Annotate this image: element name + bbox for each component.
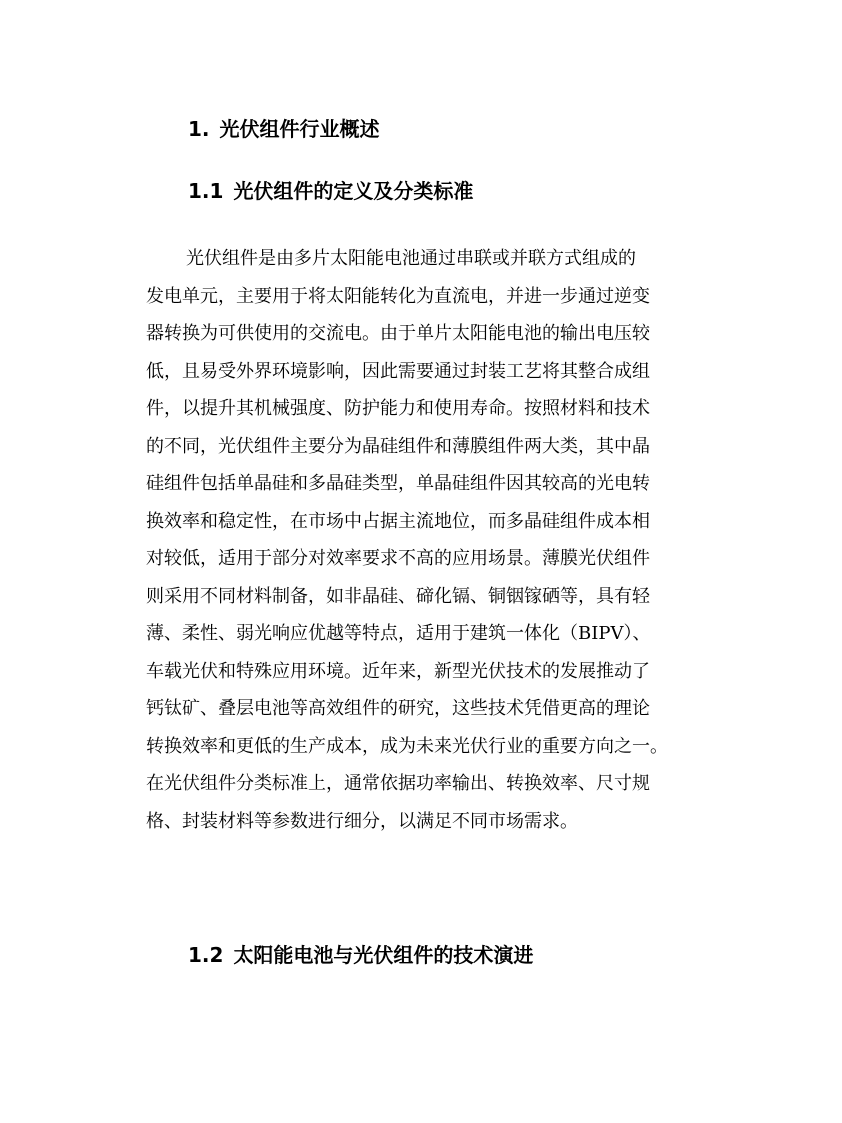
paragraph-line: 低，且易受外界环境影响，因此需要通过封装工艺将其整合成组 xyxy=(146,360,650,382)
section-title: 太阳能电池与光伏组件的技术演进 xyxy=(233,943,534,967)
section-title: 光伏组件的定义及分类标准 xyxy=(233,179,474,203)
paragraph-line: 换效率和稳定性，在市场中占据主流地位，而多晶硅组件成本相 xyxy=(146,510,650,532)
paragraph-line: 则采用不同材料制备，如非晶硅、碲化镉、铜铟镓硒等，具有轻 xyxy=(146,585,650,607)
paragraph-line: 光伏组件是由多片太阳能电池通过串联或并联方式组成的 xyxy=(186,248,636,269)
paragraph-line: 件，以提升其机械强度、防护能力和使用寿命。按照材料和技术 xyxy=(146,398,650,419)
section-heading-1-1 xyxy=(188,177,473,205)
paragraph-line: 器转换为可供使用的交流电。由于单片太阳能电池的输出电压较 xyxy=(146,323,650,344)
paragraph-line: 发电单元，主要用于将太阳能转化为直流电，并进一步通过逆变 xyxy=(146,285,650,307)
section-number: 1.2 xyxy=(188,943,224,967)
paragraph-line: 硅组件包括单晶硅和多晶硅类型，单晶硅组件因其较高的光电转 xyxy=(146,473,650,494)
chapter-title: 光伏组件行业概述 xyxy=(219,117,380,141)
chapter-heading xyxy=(188,115,380,143)
chapter-number: 1. xyxy=(188,117,210,141)
section-number: 1.1 xyxy=(188,179,224,203)
paragraph-line: 车载光伏和特殊应用环境。近年来，新型光伏技术的发展推动了 xyxy=(146,660,650,682)
paragraph-line: 转换效率和更低的生产成本，成为未来光伏行业的重要方向之一。 xyxy=(146,735,668,757)
section-heading-1-2 xyxy=(188,941,533,969)
paragraph-line: 格、封装材料等参数进行细分，以满足不同市场需求。 xyxy=(146,810,578,832)
paragraph-line: 的不同，光伏组件主要分为晶硅组件和薄膜组件两大类，其中晶 xyxy=(146,435,650,457)
paragraph-line: 在光伏组件分类标准上，通常依据功率输出、转换效率、尺寸规 xyxy=(146,773,650,794)
paragraph-line: 对较低，适用于部分对效率要求不高的应用场景。薄膜光伏组件 xyxy=(146,548,650,569)
paragraph-line: 钙钛矿、叠层电池等高效组件的研究，这些技术凭借更高的理论 xyxy=(146,698,650,719)
body-paragraph xyxy=(146,240,702,840)
paragraph-line: 薄、柔性、弱光响应优越等特点，适用于建筑一体化（BIPV）、 xyxy=(146,623,651,644)
